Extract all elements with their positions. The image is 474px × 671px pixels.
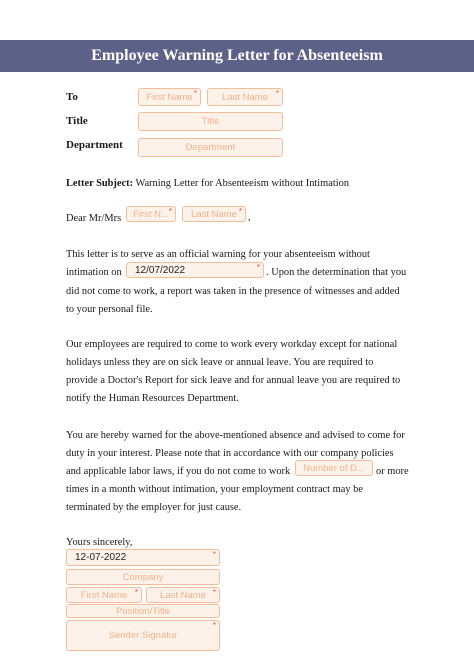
signature-field[interactable] [66, 620, 220, 651]
para1-line4: to your personal file. [66, 304, 153, 315]
signature-placeholder: Sender Signatur [108, 630, 178, 641]
position-field[interactable] [66, 604, 220, 618]
salutation-last-name-placeholder: Last Name [191, 208, 237, 220]
page-title-bar [0, 40, 474, 72]
para2-line: holidays unless they are on sick leave or annual leave. You are required to [66, 357, 374, 368]
para1-line1: This letter is to serve as an official warning for your absenteeism without [66, 249, 370, 260]
required-marker: * [193, 89, 197, 98]
title-placeholder: Title [201, 116, 220, 127]
salutation-comma: , [248, 212, 251, 223]
position-placeholder: Position/Title [115, 605, 171, 617]
required-marker: * [168, 207, 172, 216]
to-last-name-field[interactable] [207, 88, 283, 106]
para3-line4: times in a month without intimation, your employment contract may be [66, 484, 363, 495]
para3-line3-before: and applicable labor laws, if you do not come to work [66, 466, 291, 477]
title-field[interactable] [138, 112, 283, 131]
incident-date-value: 12/07/2022 [135, 264, 186, 276]
to-first-name-placeholder: First Name [146, 91, 193, 103]
subject-label: Letter Subject: [66, 178, 134, 189]
required-marker: * [256, 263, 260, 272]
para3-line3-after: or more [376, 466, 409, 477]
para2-line: Our employees are required to come to work every workday except for national [66, 339, 398, 350]
closing-text: Yours sincerely, [66, 537, 133, 548]
salutation-first-name-field[interactable] [126, 206, 176, 222]
title-label: Title [66, 115, 88, 127]
department-label: Department [66, 139, 123, 151]
subject-text: Warning Letter for Absenteeism without Intimation [135, 178, 350, 189]
department-placeholder: Department [185, 142, 236, 153]
company-field[interactable] [66, 569, 220, 585]
salutation-last-name-field[interactable] [182, 206, 246, 222]
incident-date-field[interactable] [126, 262, 264, 278]
para1-line2-before: intimation on [66, 267, 122, 278]
sender-last-name-placeholder: Last Name [160, 589, 206, 601]
company-placeholder: Company [122, 571, 164, 583]
sender-first-name-placeholder: First Name [80, 589, 128, 601]
page-title: Employee Warning Letter for Absenteeism [91, 47, 383, 64]
para2-line: provide a Doctor's Report for sick leave and for annual leave you are required to [66, 375, 401, 386]
required-marker: * [212, 621, 216, 630]
para1-line2-after: . Upon the determination that you [266, 267, 407, 278]
para3-line5: terminated by the employer for just cause. [66, 502, 242, 513]
salutation-first-name-placeholder: First N... [133, 208, 169, 220]
para2-line: notify the Human Resources Department. [66, 393, 239, 404]
to-last-name-placeholder: Last Name [222, 91, 268, 103]
sender-first-name-field[interactable] [66, 587, 142, 603]
to-first-name-field[interactable] [138, 88, 201, 106]
to-label: To [66, 91, 78, 103]
subject-line [66, 178, 349, 189]
required-marker: * [212, 588, 216, 597]
required-marker: * [212, 550, 216, 559]
absence-days-placeholder: Number of D... [303, 462, 365, 474]
sender-last-name-field[interactable] [146, 587, 220, 603]
para1-line3: did not come to work, a report was taken in the presence of witnesses and added [66, 286, 400, 297]
para3-line2: duty in your interest. Please note that in accordance with our company policies [66, 448, 394, 459]
para3-line1: You are hereby warned for the above-mentioned absence and advised to come for [66, 430, 405, 441]
salutation-text: Dear Mr/Mrs [66, 213, 122, 224]
absence-days-field[interactable] [295, 460, 373, 476]
required-marker: * [238, 207, 242, 216]
closing-date-value: 12-07-2022 [75, 552, 127, 563]
required-marker: * [134, 588, 138, 597]
required-marker: * [275, 89, 279, 98]
closing-date-field[interactable] [66, 549, 220, 566]
department-field[interactable] [138, 138, 283, 157]
